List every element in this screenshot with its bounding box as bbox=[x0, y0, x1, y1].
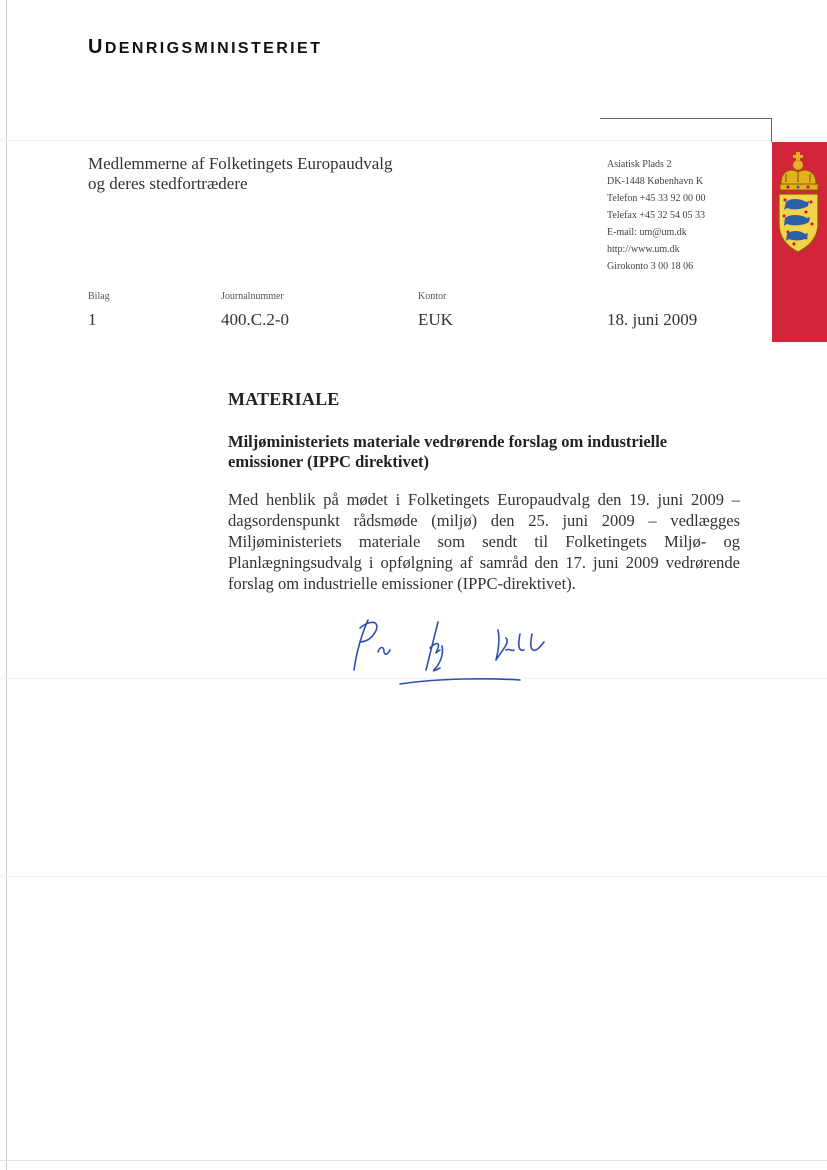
danish-coat-of-arms-icon bbox=[776, 152, 824, 262]
address-phone: Telefon +45 33 92 00 00 bbox=[607, 193, 706, 204]
kontor-value: EUK bbox=[418, 310, 453, 329]
subject-line: Miljøministeriets materiale vedrørende forslag om industrielle emissioner (IPPC direktivet) bbox=[228, 432, 668, 471]
journal-value: 400.C.2-0 bbox=[221, 310, 289, 329]
scan-edge-left bbox=[6, 0, 7, 1170]
letterhead-rule bbox=[600, 118, 772, 119]
paper-fold-line bbox=[0, 876, 827, 877]
address-street: Asiatisk Plads 2 bbox=[607, 159, 672, 170]
address-city: DK-1448 København K bbox=[607, 176, 704, 187]
address-web: http://www.um.dk bbox=[607, 244, 680, 255]
journal-label: Journalnummer bbox=[221, 291, 284, 302]
bilag-label: Bilag bbox=[88, 291, 110, 302]
recipient-block bbox=[88, 154, 508, 194]
sender-address-block bbox=[607, 156, 767, 275]
ministry-letterhead bbox=[88, 36, 322, 59]
ministry-name-rest: DENRIGSMINISTERIET bbox=[104, 40, 323, 57]
bilag-value: 1 bbox=[88, 310, 97, 329]
ministry-initial: U bbox=[88, 36, 105, 58]
paper-fold-line bbox=[0, 140, 827, 141]
document-heading: MATERIALE bbox=[228, 389, 340, 409]
letter-date: 18. juni 2009 bbox=[607, 310, 698, 329]
address-email: E-mail: um@um.dk bbox=[607, 227, 687, 238]
recipient-line: og deres stedfortrædere bbox=[88, 174, 248, 193]
address-fax: Telefax +45 32 54 05 33 bbox=[607, 210, 705, 221]
recipient-line: Medlemmerne af Folketingets Europaudvalg bbox=[88, 154, 393, 173]
scan-edge-bottom bbox=[0, 1160, 827, 1161]
body-paragraph: Med henblik på mødet i Folketingets Europaudvalg den 19. juni 2009 – dagsordenspunkt rådsmøde (miljø) den 25. juni 2009 – vedlægges Miljøministeriets materiale som sendt til Folketingets Miljø- og Planlægningsudvalg i opfølgning af samråd den 17. juni 2009 vedrørende forslag om industrielle emissioner (IPPC-direktivet). bbox=[228, 490, 740, 593]
handwritten-signature bbox=[340, 608, 560, 688]
letterhead-rule-corner bbox=[771, 118, 772, 142]
address-giro: Girokonto 3 00 18 06 bbox=[607, 261, 694, 272]
kontor-label: Kontor bbox=[418, 291, 447, 302]
